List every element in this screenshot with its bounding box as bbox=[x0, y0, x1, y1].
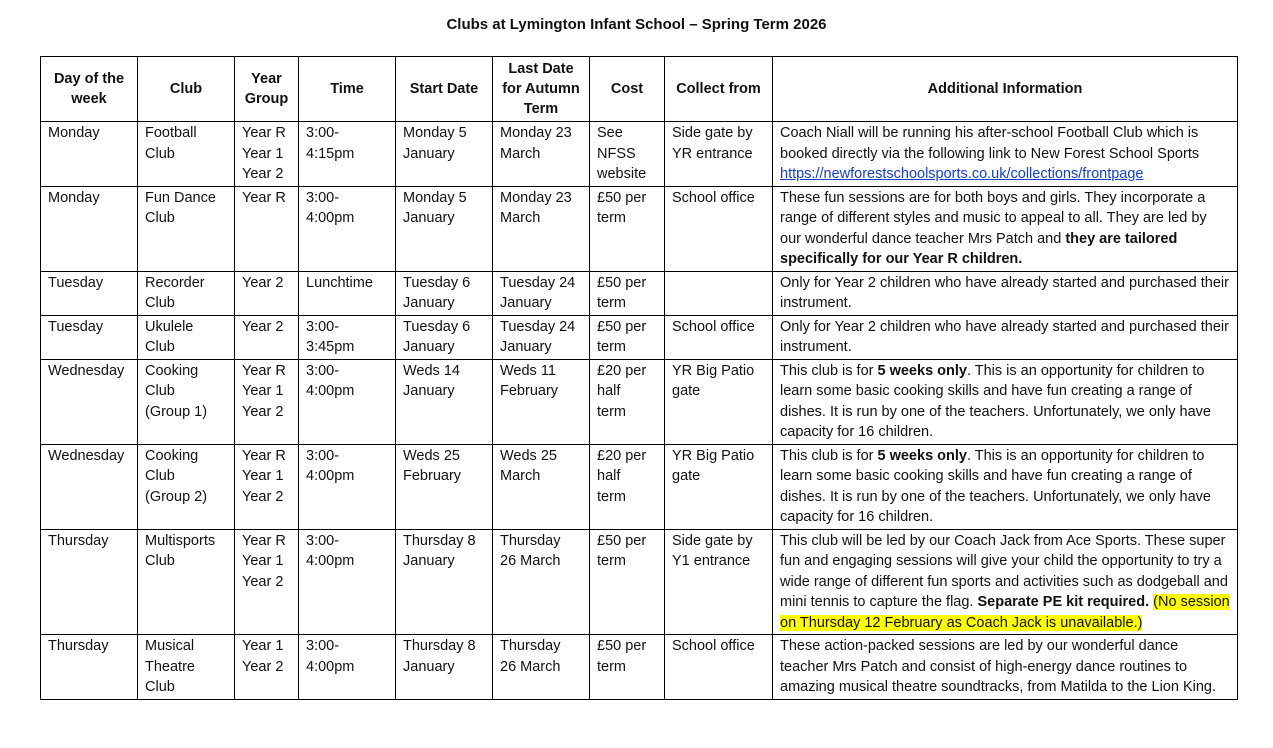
header-time: Time bbox=[299, 57, 396, 122]
cell-collect-from bbox=[665, 444, 773, 529]
cell-time-line: Lunchtime bbox=[306, 274, 373, 291]
cell-time-line: 3:00- bbox=[306, 189, 340, 206]
cell-last-date bbox=[493, 635, 590, 700]
cell-cost bbox=[590, 359, 665, 444]
info-text: This club is for bbox=[780, 362, 878, 379]
cell-additional-info bbox=[773, 271, 1238, 315]
info-text: These action-packed sessions are led by our wonderful dance teacher Mrs Patch and consist of high-energy dance routines to amazing musical theatre soundtracks, from Matilda to the Lion King. bbox=[780, 638, 1217, 695]
table-row bbox=[41, 186, 1238, 271]
cell-time-line: 3:45pm bbox=[306, 339, 355, 355]
cell-year-group bbox=[235, 315, 299, 359]
cell-start-date-line: January bbox=[403, 553, 455, 569]
cell-start-date-line: January bbox=[403, 658, 455, 675]
info-text: Only for Year 2 children who have already started and purchased their instrument. bbox=[780, 318, 1229, 355]
header-last-line: Last Date bbox=[508, 61, 574, 77]
cell-additional-info bbox=[773, 186, 1238, 271]
cell-collect-from-line: School office bbox=[672, 638, 755, 654]
cell-time-line: 3:00- bbox=[306, 362, 340, 379]
cell-collect-from bbox=[665, 315, 773, 359]
cell-day: Wednesday bbox=[41, 444, 138, 529]
cell-year-group-line: Year 2 bbox=[242, 658, 284, 675]
cell-start-date bbox=[396, 122, 493, 187]
cell-collect-from bbox=[665, 635, 773, 700]
cell-cost bbox=[590, 444, 665, 529]
cell-cost bbox=[590, 315, 665, 359]
cell-day: Wednesday bbox=[41, 359, 138, 444]
cell-additional-info bbox=[773, 122, 1238, 187]
cell-cost-line: term bbox=[597, 403, 626, 420]
cell-year-group-line: Year 1 bbox=[242, 553, 284, 569]
cell-year-group-line: Year 2 bbox=[242, 166, 284, 182]
header-club: Club bbox=[138, 57, 235, 122]
cell-club bbox=[138, 635, 235, 700]
cell-collect-from-line: gate bbox=[672, 468, 701, 484]
cell-club-line: Club bbox=[145, 383, 175, 399]
header-year-line: Group bbox=[244, 91, 289, 107]
cell-time-line: 3:00- bbox=[306, 638, 340, 654]
cell-collect-from-line: School office bbox=[672, 318, 755, 335]
cell-collect-from-line: Side gate by bbox=[672, 125, 753, 141]
cell-club bbox=[138, 186, 235, 271]
cell-cost bbox=[590, 271, 665, 315]
cell-time bbox=[299, 444, 396, 529]
cell-collect-from bbox=[665, 529, 773, 635]
cell-club-line: (Group 1) bbox=[145, 403, 208, 420]
cell-year-group-line: Year 2 bbox=[242, 274, 284, 291]
cell-cost-line: £20 per bbox=[597, 362, 647, 379]
cell-start-date-line: Thursday 8 bbox=[403, 638, 476, 654]
cell-last-date-line: Tuesday 24 bbox=[500, 274, 576, 291]
cell-start-date bbox=[396, 635, 493, 700]
info-text: 5 weeks only bbox=[877, 447, 967, 464]
cell-club-line: Cooking bbox=[145, 362, 199, 379]
cell-year-group-line: Year 1 bbox=[242, 638, 284, 654]
cell-year-group bbox=[235, 635, 299, 700]
cell-club-line: Multisports bbox=[145, 532, 216, 549]
cell-last-date-line: Weds 11 bbox=[500, 362, 556, 379]
cell-start-date-line: January bbox=[403, 295, 455, 311]
info-text: These fun sessions are for both boys and girls. They incorporate a range of different styles and music to appeal to all. They are led by our wonderful dance teacher Mrs Patch and bbox=[780, 189, 1207, 247]
cell-collect-from bbox=[665, 359, 773, 444]
cell-additional-info bbox=[773, 315, 1238, 359]
cell-cost-line: £50 per bbox=[597, 532, 647, 549]
cell-start-date-line: January bbox=[403, 383, 455, 399]
cell-club-line: (Group 2) bbox=[145, 488, 208, 505]
cell-last-date-line: Thursday bbox=[500, 532, 561, 549]
cell-club-line: Club bbox=[145, 145, 175, 162]
header-year-group bbox=[235, 57, 299, 122]
cell-year-group bbox=[235, 444, 299, 529]
cell-cost-line: half bbox=[597, 383, 621, 399]
header-last-line: Term bbox=[523, 101, 559, 117]
info-text: . This is an opportunity for children to learn some basic cooking skills and have fun creating a range of dishes. It is run by one of the teachers. Unfortunately, we only have capacity for 16 children. bbox=[780, 447, 1211, 525]
cell-last-date-line: 26 March bbox=[500, 553, 561, 569]
table-row bbox=[41, 444, 1238, 529]
cell-collect-from-line: Side gate by bbox=[672, 532, 753, 549]
table-row bbox=[41, 529, 1238, 635]
cell-time bbox=[299, 529, 396, 635]
header-row bbox=[41, 57, 1238, 122]
cell-club-line: Club bbox=[145, 295, 175, 311]
cell-last-date-line: March bbox=[500, 468, 541, 484]
info-text: Separate PE kit required. bbox=[977, 594, 1150, 610]
cell-additional-info bbox=[773, 529, 1238, 635]
cell-start-date bbox=[396, 271, 493, 315]
cell-cost-line: £20 per bbox=[597, 447, 647, 464]
cell-additional-info bbox=[773, 444, 1238, 529]
cell-start-date-line: Tuesday 6 bbox=[403, 318, 471, 335]
cell-time-line: 4:00pm bbox=[306, 468, 355, 484]
cell-cost-line: half bbox=[597, 468, 621, 484]
cell-club bbox=[138, 529, 235, 635]
nfss-link[interactable]: https://newforestschoolsports.co.uk/collections/frontpage bbox=[780, 166, 1144, 182]
cell-start-date-line: January bbox=[403, 210, 455, 226]
cell-time bbox=[299, 122, 396, 187]
cell-club bbox=[138, 444, 235, 529]
cell-year-group-line: Year R bbox=[242, 532, 286, 549]
cell-last-date bbox=[493, 271, 590, 315]
cell-collect-from-line: YR Big Patio bbox=[672, 447, 755, 464]
cell-start-date-line: Monday 5 bbox=[403, 125, 467, 141]
cell-cost-line: website bbox=[597, 166, 647, 182]
cell-last-date bbox=[493, 359, 590, 444]
header-day-line: Day of the bbox=[53, 71, 125, 87]
cell-last-date bbox=[493, 444, 590, 529]
highlighted-note: (No session on Thursday 12 February as Coach Jack is unavailable.) bbox=[780, 594, 1230, 631]
cell-year-group bbox=[235, 529, 299, 635]
cell-cost-line: term bbox=[597, 488, 626, 505]
cell-year-group-line: Year R bbox=[242, 447, 286, 464]
cell-start-date-line: Thursday 8 bbox=[403, 532, 476, 549]
cell-cost bbox=[590, 635, 665, 700]
cell-collect-from-line: gate bbox=[672, 383, 701, 399]
cell-year-group-line: Year R bbox=[242, 125, 286, 141]
cell-time-line: 4:00pm bbox=[306, 210, 355, 226]
header-start-date: Start Date bbox=[396, 57, 493, 122]
cell-club-line: Club bbox=[145, 468, 175, 484]
cell-start-date bbox=[396, 444, 493, 529]
cell-additional-info bbox=[773, 359, 1238, 444]
cell-time-line: 3:00- bbox=[306, 447, 340, 464]
cell-last-date-line: February bbox=[500, 383, 559, 399]
cell-year-group-line: Year 2 bbox=[242, 403, 284, 420]
cell-start-date-line: Tuesday 6 bbox=[403, 274, 471, 291]
cell-start-date bbox=[396, 186, 493, 271]
table-row bbox=[41, 271, 1238, 315]
cell-cost-line: £50 per bbox=[597, 189, 647, 206]
page-title: Clubs at Lymington Infant School – Spring Term 2026 bbox=[446, 16, 827, 33]
cell-year-group-line: Year R bbox=[242, 362, 286, 379]
table-body bbox=[41, 122, 1238, 700]
cell-year-group-line: Year 1 bbox=[242, 468, 284, 484]
cell-start-date bbox=[396, 315, 493, 359]
cell-start-date-line: Weds 14 bbox=[403, 362, 460, 379]
cell-time bbox=[299, 186, 396, 271]
cell-club bbox=[138, 271, 235, 315]
header-last-line: for Autumn bbox=[502, 81, 580, 97]
cell-club bbox=[138, 122, 235, 187]
cell-club bbox=[138, 359, 235, 444]
cell-collect-from-line: YR entrance bbox=[672, 145, 753, 162]
cell-last-date-line: January bbox=[500, 295, 552, 311]
info-text: Only for Year 2 children who have already started and purchased their instrument. bbox=[780, 274, 1229, 311]
cell-collect-from bbox=[665, 271, 773, 315]
cell-year-group-line: Year 2 bbox=[242, 318, 284, 335]
cell-cost-line: NFSS bbox=[597, 145, 636, 162]
cell-club-line: Club bbox=[145, 553, 175, 569]
cell-day: Monday bbox=[41, 122, 138, 187]
cell-start-date-line: January bbox=[403, 145, 455, 162]
cell-collect-from-line: YR Big Patio bbox=[672, 362, 755, 379]
cell-club-line: Recorder bbox=[145, 274, 205, 291]
cell-additional-info bbox=[773, 635, 1238, 700]
header-day bbox=[41, 57, 138, 122]
cell-start-date-line: Monday 5 bbox=[403, 189, 467, 206]
cell-cost bbox=[590, 122, 665, 187]
cell-start-date-line: January bbox=[403, 339, 455, 355]
cell-collect-from bbox=[665, 186, 773, 271]
cell-year-group-line: Year 1 bbox=[242, 383, 284, 399]
cell-last-date-line: March bbox=[500, 210, 541, 226]
info-text: they are tailored specifically for our Year R children. bbox=[780, 230, 1178, 267]
info-text: . This is an opportunity for children to learn some basic cooking skills and have fun creating a range of dishes. It is run by one of the teachers. Unfortunately, we only have capacity for 16 children. bbox=[780, 362, 1211, 440]
cell-last-date-line: Weds 25 bbox=[500, 447, 557, 464]
cell-time-line: 3:00- bbox=[306, 318, 340, 335]
cell-cost bbox=[590, 529, 665, 635]
header-day-line: week bbox=[71, 91, 107, 107]
header-cost: Cost bbox=[590, 57, 665, 122]
cell-cost bbox=[590, 186, 665, 271]
header-last-date bbox=[493, 57, 590, 122]
cell-year-group bbox=[235, 271, 299, 315]
cell-day: Tuesday bbox=[41, 315, 138, 359]
cell-club-line: Ukulele bbox=[145, 318, 194, 335]
cell-last-date-line: Monday 23 bbox=[500, 189, 572, 206]
cell-cost-line: £50 per bbox=[597, 274, 647, 291]
info-text: Coach Niall will be running his after-school Football Club which is booked directly via the following link to New Forest School Sports bbox=[780, 125, 1200, 162]
cell-last-date-line: March bbox=[500, 145, 541, 162]
cell-cost-line: term bbox=[597, 553, 626, 569]
cell-collect-from-line: Y1 entrance bbox=[672, 553, 751, 569]
cell-year-group bbox=[235, 122, 299, 187]
cell-last-date-line: Monday 23 bbox=[500, 125, 572, 141]
cell-day: Monday bbox=[41, 186, 138, 271]
cell-start-date bbox=[396, 529, 493, 635]
info-text: This club is for bbox=[780, 447, 878, 464]
cell-last-date-line: January bbox=[500, 339, 552, 355]
cell-time bbox=[299, 315, 396, 359]
cell-time-line: 4:00pm bbox=[306, 553, 355, 569]
cell-club-line: Fun Dance bbox=[145, 189, 216, 206]
cell-day: Thursday bbox=[41, 529, 138, 635]
cell-time-line: 4:00pm bbox=[306, 383, 355, 399]
cell-last-date bbox=[493, 186, 590, 271]
cell-last-date-line: Tuesday 24 bbox=[500, 318, 576, 335]
cell-cost-line: term bbox=[597, 210, 626, 226]
cell-time bbox=[299, 359, 396, 444]
cell-year-group-line: Year 2 bbox=[242, 573, 284, 590]
cell-start-date-line: February bbox=[403, 468, 462, 484]
cell-club-line: Musical bbox=[145, 638, 195, 654]
cell-time-line: 4:15pm bbox=[306, 145, 355, 162]
cell-start-date bbox=[396, 359, 493, 444]
cell-year-group-line: Year R bbox=[242, 189, 286, 206]
cell-cost-line: See bbox=[597, 125, 623, 141]
cell-start-date-line: Weds 25 bbox=[403, 447, 460, 464]
cell-club-line: Cooking bbox=[145, 447, 199, 464]
cell-club-line: Club bbox=[145, 339, 175, 355]
cell-time-line: 3:00- bbox=[306, 532, 340, 549]
info-text: This club will be led by our Coach Jack from Ace Sports. These super fun and engaging sessions will give your child the opportunity to try a wide range of different fun sports and activities such as dodgeball and mini tennis to capture the flag. bbox=[780, 532, 1228, 610]
cell-year-group-line: Year 2 bbox=[242, 488, 284, 505]
cell-cost-line: £50 per bbox=[597, 318, 647, 335]
header-collect-from: Collect from bbox=[665, 57, 773, 122]
cell-day: Tuesday bbox=[41, 271, 138, 315]
header-additional-info: Additional Information bbox=[773, 57, 1238, 122]
table-row bbox=[41, 359, 1238, 444]
table-row bbox=[41, 315, 1238, 359]
clubs-table bbox=[40, 56, 1238, 700]
cell-club-line: Club bbox=[145, 679, 175, 695]
cell-last-date bbox=[493, 122, 590, 187]
cell-cost-line: £50 per bbox=[597, 638, 647, 654]
cell-last-date bbox=[493, 315, 590, 359]
cell-collect-from bbox=[665, 122, 773, 187]
info-text: 5 weeks only bbox=[877, 362, 967, 379]
cell-year-group-line: Year 1 bbox=[242, 145, 284, 162]
cell-last-date bbox=[493, 529, 590, 635]
cell-collect-from-line: School office bbox=[672, 189, 755, 206]
header-year-line: Year bbox=[251, 71, 282, 87]
table-row bbox=[41, 635, 1238, 700]
cell-time-line: 4:00pm bbox=[306, 658, 355, 675]
cell-club-line: Club bbox=[145, 210, 175, 226]
cell-club-line: Theatre bbox=[145, 658, 195, 675]
cell-year-group bbox=[235, 186, 299, 271]
cell-time bbox=[299, 635, 396, 700]
cell-time bbox=[299, 271, 396, 315]
cell-club-line: Football bbox=[145, 125, 197, 141]
cell-cost-line: term bbox=[597, 295, 626, 311]
cell-last-date-line: Thursday bbox=[500, 638, 561, 654]
cell-year-group bbox=[235, 359, 299, 444]
cell-cost-line: term bbox=[597, 658, 626, 675]
cell-club bbox=[138, 315, 235, 359]
cell-day: Thursday bbox=[41, 635, 138, 700]
cell-time-line: 3:00- bbox=[306, 125, 340, 141]
table-row bbox=[41, 122, 1238, 187]
cell-cost-line: term bbox=[597, 339, 626, 355]
cell-last-date-line: 26 March bbox=[500, 658, 561, 675]
